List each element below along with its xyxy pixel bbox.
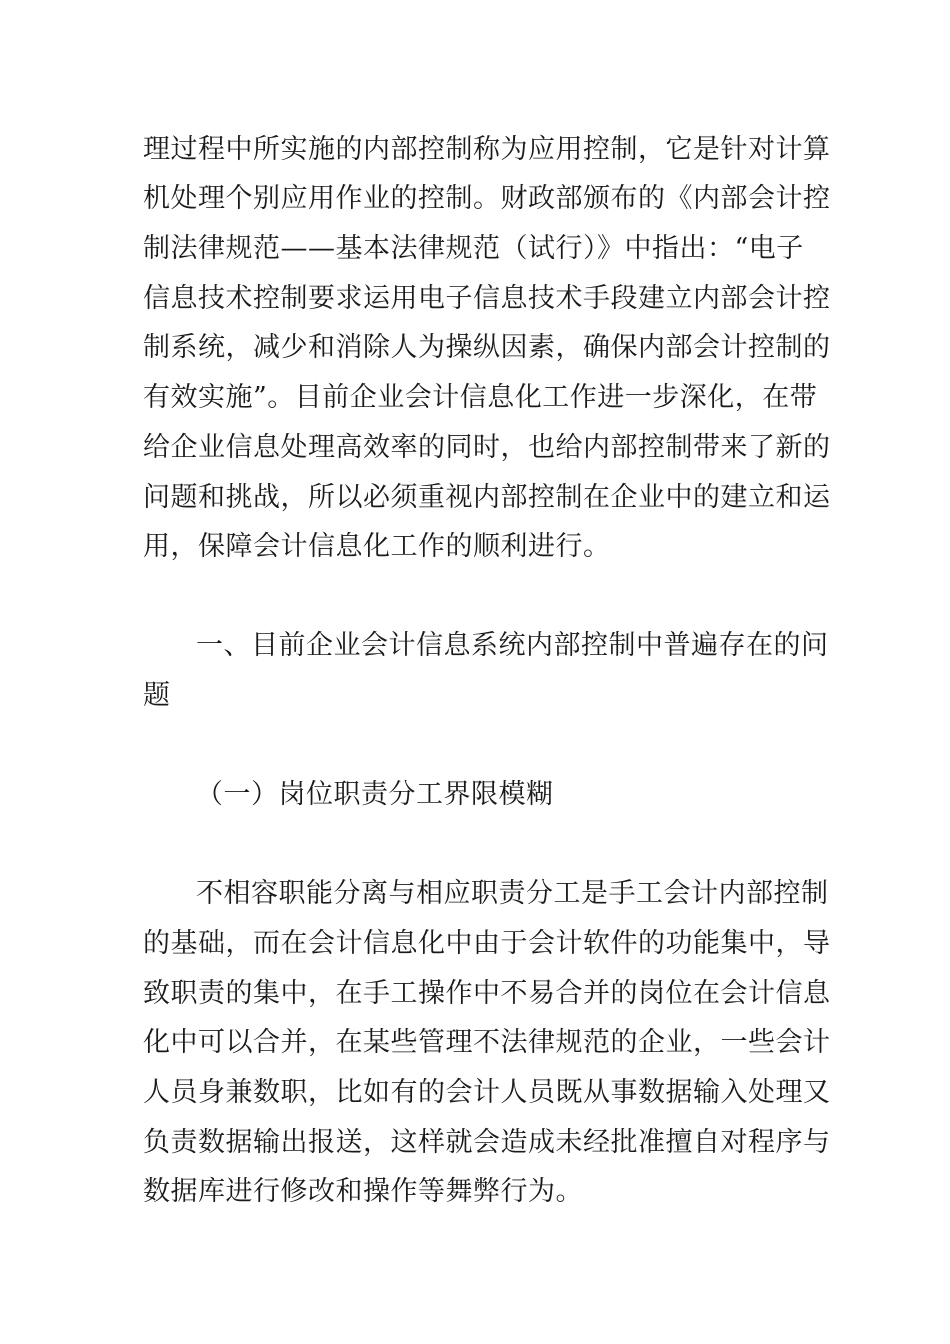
paragraph-line: 制法律规范——基本法律规范（试行）》中指出：“电子 xyxy=(143,233,804,264)
paragraph-line: 问题和挑战，所以必须重视内部控制在企业中的建立和运 xyxy=(143,482,831,513)
paragraph-line: 负责数据输出报送，这样就会造成未经批准擅自对程序与 xyxy=(143,1127,831,1158)
paragraph-line: 不相容职能分离与相应职责分工是手工会计内部控制 xyxy=(196,878,829,909)
paragraph-line: 用，保障会计信息化工作的顺利进行。 xyxy=(143,531,611,562)
paragraph-line: 机处理个别应用作业的控制。财政部颁布的《内部会计控 xyxy=(143,183,831,214)
paragraph-line: 信息技术控制要求运用电子信息技术手段建立内部会计控 xyxy=(143,283,831,314)
heading-line: 题 xyxy=(143,680,171,711)
paragraph-line: 数据库进行修改和操作等舞弊行为。 xyxy=(143,1176,583,1207)
paragraph-line: 致职责的集中，在手工操作中不易合并的岗位在会计信息 xyxy=(143,978,831,1009)
paragraph-line: 理过程中所实施的内部控制称为应用控制，它是针对计算 xyxy=(143,134,831,165)
paragraph-line: 给企业信息处理高效率的同时，也给内部控制带来了新的 xyxy=(143,432,831,463)
subsection-heading: （一）岗位职责分工界限模糊 xyxy=(196,779,554,810)
paragraph-line: 人员身兼数职，比如有的会计人员既从事数据输入处理又 xyxy=(143,1077,831,1108)
paragraph-line: 的基础，而在会计信息化中由于会计软件的功能集中，导 xyxy=(143,928,831,959)
paragraph-line: 有效实施”。目前企业会计信息化工作进一步深化，在带 xyxy=(143,382,818,413)
paragraph-line: 制系统，减少和消除人为操纵因素，确保内部会计控制的 xyxy=(143,332,831,363)
paragraph-line: 化中可以合并，在某些管理不法律规范的企业，一些会计 xyxy=(143,1027,831,1058)
heading-line: 一、目前企业会计信息系统内部控制中普遍存在的问 xyxy=(196,630,829,661)
